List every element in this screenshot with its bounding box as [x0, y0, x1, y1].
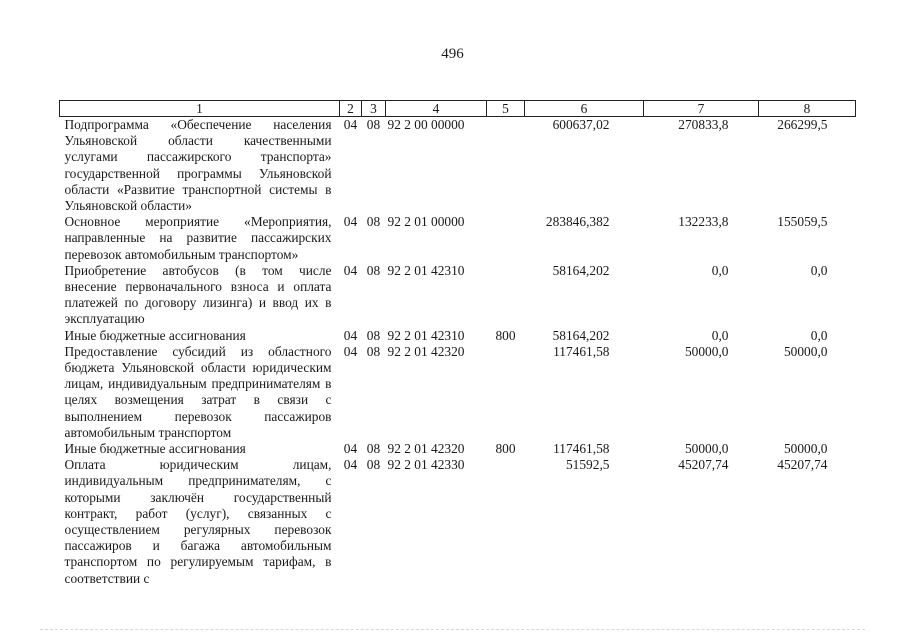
row-target-article: 92 2 01 00000 [387, 214, 465, 230]
column-header-2: 2 [340, 101, 362, 117]
row-name: Иные бюджетные ассигнования [64, 441, 246, 457]
column-header-5: 5 [487, 101, 525, 117]
row-subsection: 08 [366, 214, 381, 230]
row-amount-col7: 45207,74 [678, 457, 729, 473]
table-header-row [60, 101, 856, 117]
row-amount-col6: 117461,58 [553, 343, 610, 359]
row-expense-type [487, 214, 525, 263]
scan-artifact-line [40, 629, 865, 630]
row-subsection: 08 [366, 441, 381, 457]
row-amount-col6: 283846,382 [545, 214, 610, 230]
table-row [60, 457, 856, 587]
table-row [60, 214, 856, 263]
row-name: Подпрограмма «Обеспечение населения Ульяновской области качественными услугами пассажирского транспорта» государственной программы Ульяновской области «Развитие транспортной системы в Ульяновской области» [64, 117, 332, 214]
row-amount-col7: 0,0 [711, 262, 729, 278]
row-target-article: 92 2 01 42310 [387, 327, 465, 343]
row-amount-col8: 155059,5 [777, 214, 828, 230]
row-amount-col6: 58164,202 [552, 262, 610, 278]
row-section: 04 [343, 117, 358, 132]
row-expense-type [487, 117, 525, 215]
row-amount-col6: 600637,02 [552, 117, 610, 132]
row-subsection: 08 [366, 262, 381, 278]
row-subsection: 08 [366, 343, 381, 359]
page-number: 496 [441, 46, 464, 62]
table-row [60, 263, 856, 328]
row-section: 04 [343, 262, 358, 278]
row-amount-col8: 266299,5 [777, 117, 828, 132]
row-section: 04 [343, 441, 358, 457]
row-expense-type [487, 344, 525, 441]
table-row [60, 344, 856, 441]
row-expense-type [487, 263, 525, 328]
row-amount-col7: 50000,0 [684, 343, 729, 359]
table-row [60, 328, 856, 344]
row-subsection: 08 [366, 457, 381, 473]
row-section: 04 [343, 343, 358, 359]
row-expense-type: 800 [495, 441, 516, 457]
column-header-6: 6 [525, 101, 644, 117]
column-header-7: 7 [644, 101, 759, 117]
table-row [60, 441, 856, 457]
column-header-8: 8 [759, 101, 856, 117]
row-subsection: 08 [366, 117, 381, 132]
row-amount-col8: 50000,0 [783, 343, 828, 359]
row-amount-col7: 0,0 [711, 327, 729, 343]
row-amount-col6: 51592,5 [565, 457, 610, 473]
row-amount-col6: 117461,58 [553, 441, 610, 457]
row-target-article: 92 2 00 00000 [387, 117, 465, 132]
table-row [60, 117, 856, 215]
column-header-1: 1 [60, 101, 340, 117]
row-amount-col7: 132233,8 [678, 214, 729, 230]
row-name: Основное мероприятие «Мероприятия, направленные на развитие пассажирских перевозок автомобильным транспортом» [64, 214, 332, 262]
row-section: 04 [343, 214, 358, 230]
row-expense-type [487, 457, 525, 587]
row-amount-col8: 0,0 [810, 262, 828, 278]
row-amount-col7: 50000,0 [684, 441, 729, 457]
budget-table [59, 100, 856, 587]
row-target-article: 92 2 01 42320 [387, 441, 465, 457]
row-target-article: 92 2 01 42330 [387, 457, 465, 473]
row-name: Предоставление субсидий из областного бюджета Ульяновской области юридическим лицам, индивидуальным предпринимателям в целях возмещения затрат в связи с выполнением перевозок пассажиров автомобильным транспортом [64, 343, 332, 440]
row-section: 04 [343, 327, 358, 343]
row-expense-type: 800 [495, 327, 516, 343]
row-amount-col6: 58164,202 [552, 327, 610, 343]
column-header-3: 3 [362, 101, 386, 117]
row-target-article: 92 2 01 42320 [387, 343, 465, 359]
row-amount-col8: 0,0 [810, 327, 828, 343]
row-name: Оплата юридическим лицам, индивидуальным предпринимателям, с которыми заключён государственный контракт, работ (услуг), связанных с осуществлением регулярных перевозок пассажиров и багажа автомобильным транспортом по регулируемым тарифам, в соответствии с [64, 457, 332, 586]
row-name: Приобретение автобусов (в том числе внесение первоначального взноса и оплата платежей по договору лизинга) и ввод их в эксплуатацию [64, 262, 332, 327]
row-subsection: 08 [366, 327, 381, 343]
row-amount-col8: 50000,0 [783, 441, 828, 457]
row-target-article: 92 2 01 42310 [387, 262, 465, 278]
column-header-4: 4 [386, 101, 487, 117]
row-name: Иные бюджетные ассигнования [64, 327, 246, 343]
row-section: 04 [343, 457, 358, 473]
row-amount-col7: 270833,8 [678, 117, 729, 132]
row-amount-col8: 45207,74 [777, 457, 828, 473]
